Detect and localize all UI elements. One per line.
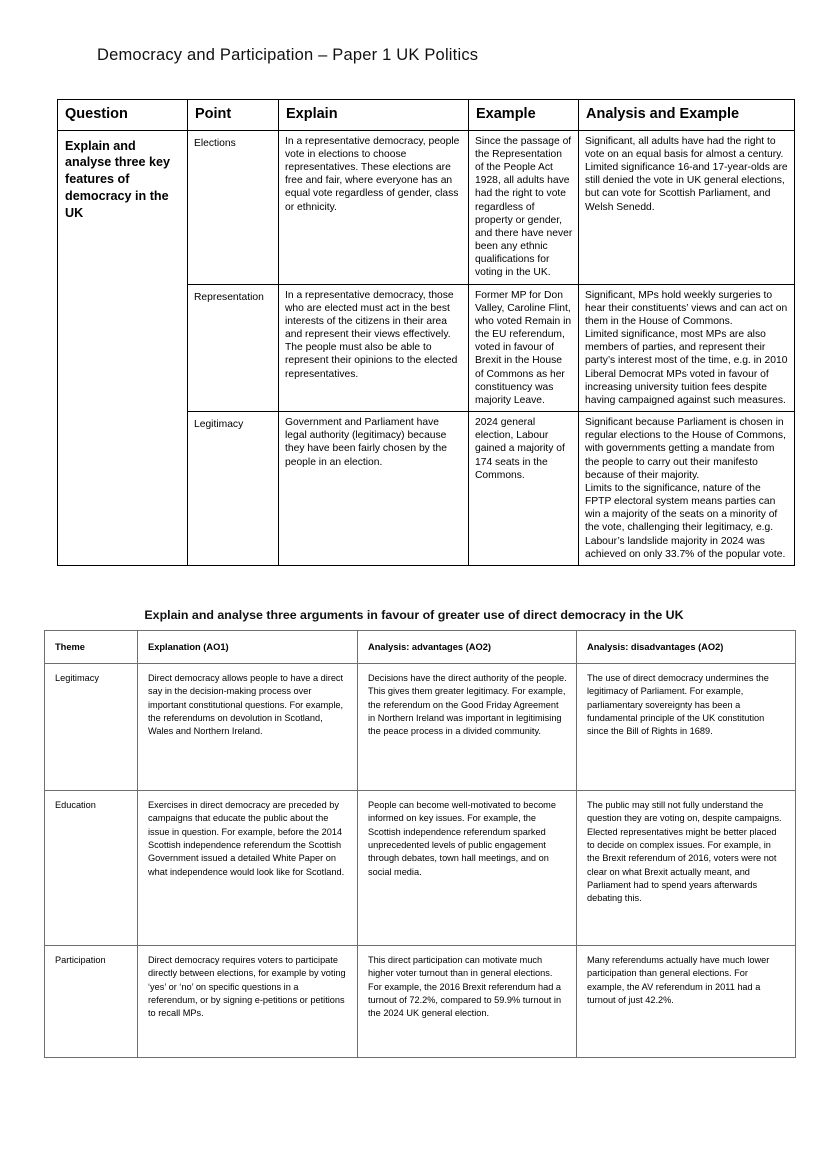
theme-cell: Participation — [45, 946, 138, 1058]
analysis-cell — [579, 412, 795, 566]
column-header-explain: Explain — [279, 100, 469, 131]
disadvantages-cell: The public may still not fully understand the question they are voting on, despite campaigns. Elected representatives might be better placed to decide on complex issues. For example, in the Brexit referendum of 2016, voters were not clear on what Brexit actually meant, and Parliament had to spend years afterwards debating this. — [577, 791, 796, 946]
table-header — [58, 100, 795, 131]
analysis-paragraph: Limited significance, most MPs are also members of parties, and represent their party’s interest most of the time, e.g. in 2010 Liberal Democrat MPs voted in favour of increasing university tuition fees despite having campaigned against such measures. — [585, 329, 788, 406]
column-header-point: Point — [188, 100, 279, 131]
direct-democracy-table — [44, 630, 796, 1058]
column-header-explanation: Explanation (AO1) — [138, 631, 358, 664]
table-row — [45, 664, 796, 791]
key-features-table-wrapper — [57, 99, 794, 566]
example-cell: Former MP for Don Valley, Caroline Flint, who voted Remain in the EU referendum, voted in favour of Brexit in the House of Commons as her constituency was majority Leave. — [469, 284, 579, 412]
analysis-paragraph: Limits to the significance, nature of the FPTP electoral system means parties can win a majority of the seats on a minority of the vote, challenging their legitimacy, e.g. Labour’s landslide majority in 2024 was achieved on only 33.7% of the popular vote. — [585, 482, 786, 560]
explanation-cell: Direct democracy allows people to have a direct say in the decision-making process over important constitutional questions. For example, the referendums on devolution in Scotland, Wales and Northern Ireland. — [138, 664, 358, 791]
column-header-theme: Theme — [45, 631, 138, 664]
table-row — [45, 946, 796, 1058]
column-header-advantages: Analysis: advantages (AO2) — [358, 631, 577, 664]
column-header-disadvantages: Analysis: disadvantages (AO2) — [577, 631, 796, 664]
point-cell: Legitimacy — [188, 412, 279, 566]
analysis-paragraph: Significant, MPs hold weekly surgeries to hear their constituents’ views and can act on them in the House of Commons. — [585, 289, 788, 327]
analysis-paragraph: Significant, all adults have had the right to vote on an equal basis for almost a century. — [585, 135, 784, 160]
table-header — [45, 631, 796, 664]
explain-cell: Government and Parliament have legal authority (legitimacy) because they have been fairly chosen by the people in an election. — [279, 412, 469, 566]
disadvantages-cell: The use of direct democracy undermines the legitimacy of Parliament. For example, parliamentary sovereignty has been a fundamental principle of the UK constitution since the Bill of Rights in 1689. — [577, 664, 796, 791]
disadvantages-cell: Many referendums actually have much lower participation than general elections. For example, the AV referendum in 2011 had a turnout of just 42.2%. — [577, 946, 796, 1058]
explanation-cell: Direct democracy requires voters to participate directly between elections, for example by voting ‘yes’ or ‘no’ on specific questions in a referendum, or by signing e-petitions or petitions to recall MPs. — [138, 946, 358, 1058]
column-header-analysis: Analysis and Example — [579, 100, 795, 131]
page-title: Democracy and Participation – Paper 1 UK Politics — [97, 46, 479, 64]
example-cell: 2024 general election, Labour gained a majority of 174 seats in the Commons. — [469, 412, 579, 566]
theme-cell: Legitimacy — [45, 664, 138, 791]
column-header-example: Example — [469, 100, 579, 131]
theme-cell: Education — [45, 791, 138, 946]
table-row — [58, 130, 795, 284]
column-header-question: Question — [58, 100, 188, 131]
advantages-cell: This direct participation can motivate much higher voter turnout than in general elections. For example, the 2016 Brexit referendum had a turnout of 72.2%, compared to 59.9% turnout in the 2024 UK general election. — [358, 946, 577, 1058]
table-header-row — [45, 631, 796, 664]
table-header-row — [58, 100, 795, 131]
advantages-cell: Decisions have the direct authority of the people. This gives them greater legitimacy. For example, the referendum on the Good Friday Agreement in Northern Ireland was important in legitimising the peace process in a divided community. — [358, 664, 577, 791]
analysis-cell — [579, 284, 795, 412]
example-cell: Since the passage of the Representation of the People Act 1928, all adults have had the right to vote regardless of property or gender, and there have never been any ethnic qualifications for voting in the UK. — [469, 130, 579, 284]
table-row — [45, 791, 796, 946]
analysis-cell — [579, 130, 795, 284]
section-heading-direct-democracy: Explain and analyse three arguments in favour of greater use of direct democracy in the UK — [144, 608, 684, 622]
explain-cell: In a representative democracy, people vote in elections to choose representatives. These elections are free and fair, where everyone has an equal vote regardless of gender, class or ethnicity. — [279, 130, 469, 284]
analysis-paragraph: Significant because Parliament is chosen in regular elections to the House of Commons, with governments getting a mandate from the people to carry out their manifesto because of their majority. — [585, 417, 786, 481]
advantages-cell: People can become well-motivated to become informed on key issues. For example, the Scottish independence referendum sparked unprecedented levels of public engagement through debates, town hall meetings, and on social media. — [358, 791, 577, 946]
table-body — [45, 664, 796, 1058]
key-features-table — [57, 99, 795, 566]
question-cell: Explain and analyse three key features of democracy in the UK — [58, 130, 188, 565]
analysis-paragraph: Limited significance 16-and 17-year-olds are still denied the vote in UK general elections, but can vote for Scottish Parliament, and Welsh Senedd. — [585, 162, 788, 213]
explain-cell: In a representative democracy, those who are elected must act in the best interests of the citizens in their area and represent their views effectively. The people must also be able to represent their opinions to the elected representatives. — [279, 284, 469, 412]
table-body — [58, 130, 795, 565]
explanation-cell: Exercises in direct democracy are preceded by campaigns that educate the public about the issue in question. For example, before the 2014 Scottish independence referendum the Scottish Government issued a detailed White Paper on what independence would look like for Scotland. — [138, 791, 358, 946]
direct-democracy-table-wrapper — [44, 630, 795, 1058]
point-cell: Representation — [188, 284, 279, 412]
point-cell: Elections — [188, 130, 279, 284]
